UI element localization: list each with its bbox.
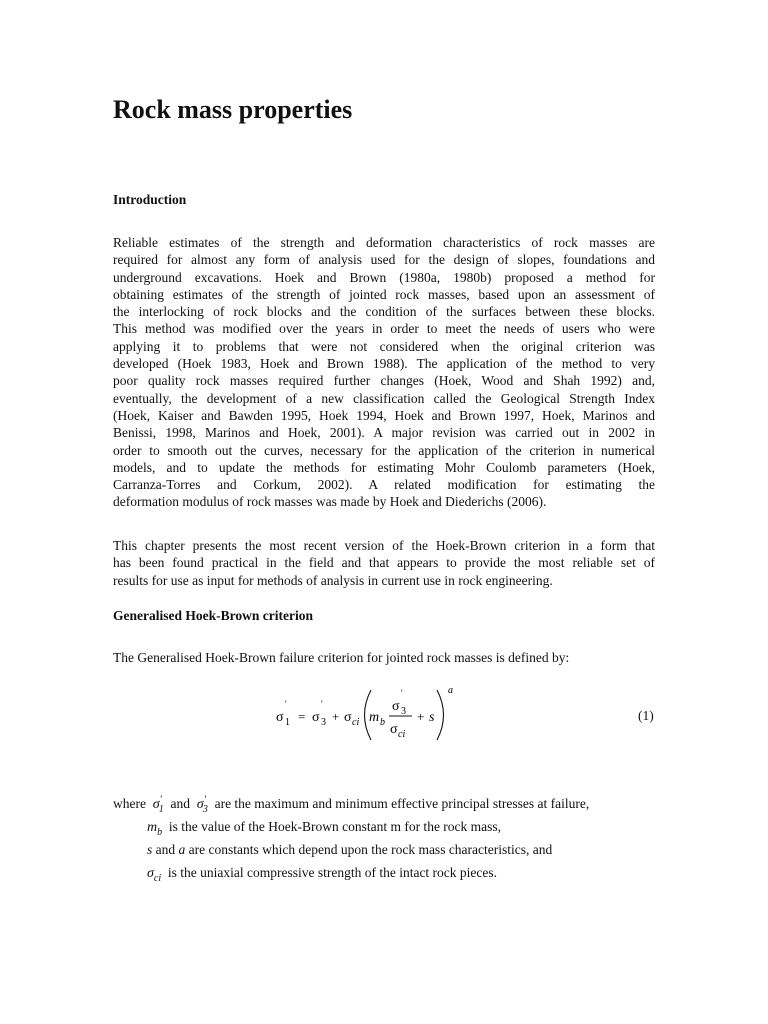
eq-s: s [429,710,435,725]
text-line: has been found practical in the field and that appears to provide the most reliable set of [113,555,655,571]
symbol-mb: $m_b$ [147,820,163,838]
eq-sub3: 3 [321,717,326,728]
symbol-sigma-3: $\sigma'_3$ [196,794,208,815]
symbol-s: s [147,842,153,857]
text-line: models, and to update the methods for estimating Mohr Coulomb parameters (Hoek, [113,459,655,475]
eq-plus2: + [417,709,425,724]
where-word: where [113,796,146,811]
text-line: The Generalised Hoek-Brown failure criterion for jointed rock masses is defined by: [113,650,570,665]
where-line3-and: and [155,842,176,857]
where-line-stresses [113,795,589,814]
eq-sigma3: σ [312,710,320,725]
eq-frac-prime3: ' [401,688,403,698]
where-line-s-a [147,841,552,859]
eq-sub-b: b [380,717,385,728]
eq-exponent-a: a [448,685,453,696]
eq-sigma1: σ [276,710,284,725]
paragraph-introduction [113,234,655,511]
eq-equals: = [298,709,306,724]
paragraph-criterion-intro [113,649,655,666]
text-line: Reliable estimates of the strength and deformation characteristics of rock masses are [113,235,655,250]
eq-prime3: ' [321,699,323,709]
eq-right-paren [437,690,444,740]
text-line: poor quality rock masses required further changes (Hoek, Wood and Shah 1992) and, [113,373,655,389]
symbol-sigma-1: $\sigma'_1$ [152,794,164,815]
text-line: (Hoek, Kaiser and Bawden 1995, Hoek 1994, Hoek and Brown 1997, Hoek, Marinos and [113,407,655,423]
text-line: deformation modulus of rock masses was made by Hoek and Diederichs (2006). [113,494,547,510]
text-line: eventually, the development of a new classification called the Geological Strength Index [113,390,655,406]
eq-frac-sub-ci: ci [398,729,406,740]
symbol-a: a [178,842,186,857]
text-line: obtaining estimates of the strength of jointed rock masses, based upon an assessment of [113,286,655,302]
page-title: Rock mass properties [113,95,353,124]
where-line3-text: are constants which depend upon the rock mass characteristics, and [188,842,553,857]
text-line: developed (Hoek 1983, Hoek and Brown 1988). The application of the method to very [113,356,655,372]
paragraph-chapter-summary [113,537,655,589]
where-line4-text: is the uniaxial compressive strength of the intact rock pieces. [167,865,498,880]
where-line1-text: are the maximum and minimum effective principal stresses at failure, [214,796,590,811]
text-line: underground excavations. Hoek and Brown (1980a, 1980b) proposed a method for [113,269,655,285]
hoek-brown-equation [270,683,470,743]
where-line-mb [147,818,501,837]
eq-sub1: 1 [285,717,290,728]
text-line: order to smooth out the curves, necessary for the application of the criterion in numerical [113,442,655,458]
text-line: results for use as input for methods of analysis in current use in rock engineering. [113,572,553,588]
eq-prime1: ' [285,699,287,709]
text-line: This chapter presents the most recent version of the Hoek-Brown criterion in a form that [113,538,655,553]
section-heading-introduction: Introduction [113,192,187,207]
section-heading-generalised-hoek-brown: Generalised Hoek-Brown criterion [113,608,313,623]
symbol-sigma-ci: $\sigma_{ci}$ [147,866,162,884]
eq-m: m [369,710,380,725]
where-line-sigma-ci [147,864,497,883]
where-and: and [170,796,191,811]
text-line: the interlocking of rock blocks and the condition of the surfaces between these blocks. [113,304,655,320]
eq-plus1: + [332,709,340,724]
text-line: required for almost any form of analysis used for the design of slopes, foundations and [113,252,655,268]
eq-sub-ci: ci [352,717,360,728]
where-line2-text: is the value of the Hoek-Brown constant m for the rock mass, [168,819,502,834]
eq-frac-sub3: 3 [401,706,406,717]
text-line: Carranza-Torres and Corkum, 2002). A related modification for estimating the [113,477,655,493]
text-line: applying it to problems that were not considered when the original criterion was [113,338,655,354]
equation-number: (1) [638,708,654,723]
eq-sigma-ci: σ [344,710,352,725]
text-line: This method was modified over the years in order to meet the needs of users who were [113,321,655,337]
eq-frac-sigma3: σ [392,699,400,714]
eq-frac-sigma-ci: σ [390,722,398,737]
text-line: Benissi, 1998, Marinos and Hoek, 2001). A major revision was carried out in 2002 in [113,425,655,441]
